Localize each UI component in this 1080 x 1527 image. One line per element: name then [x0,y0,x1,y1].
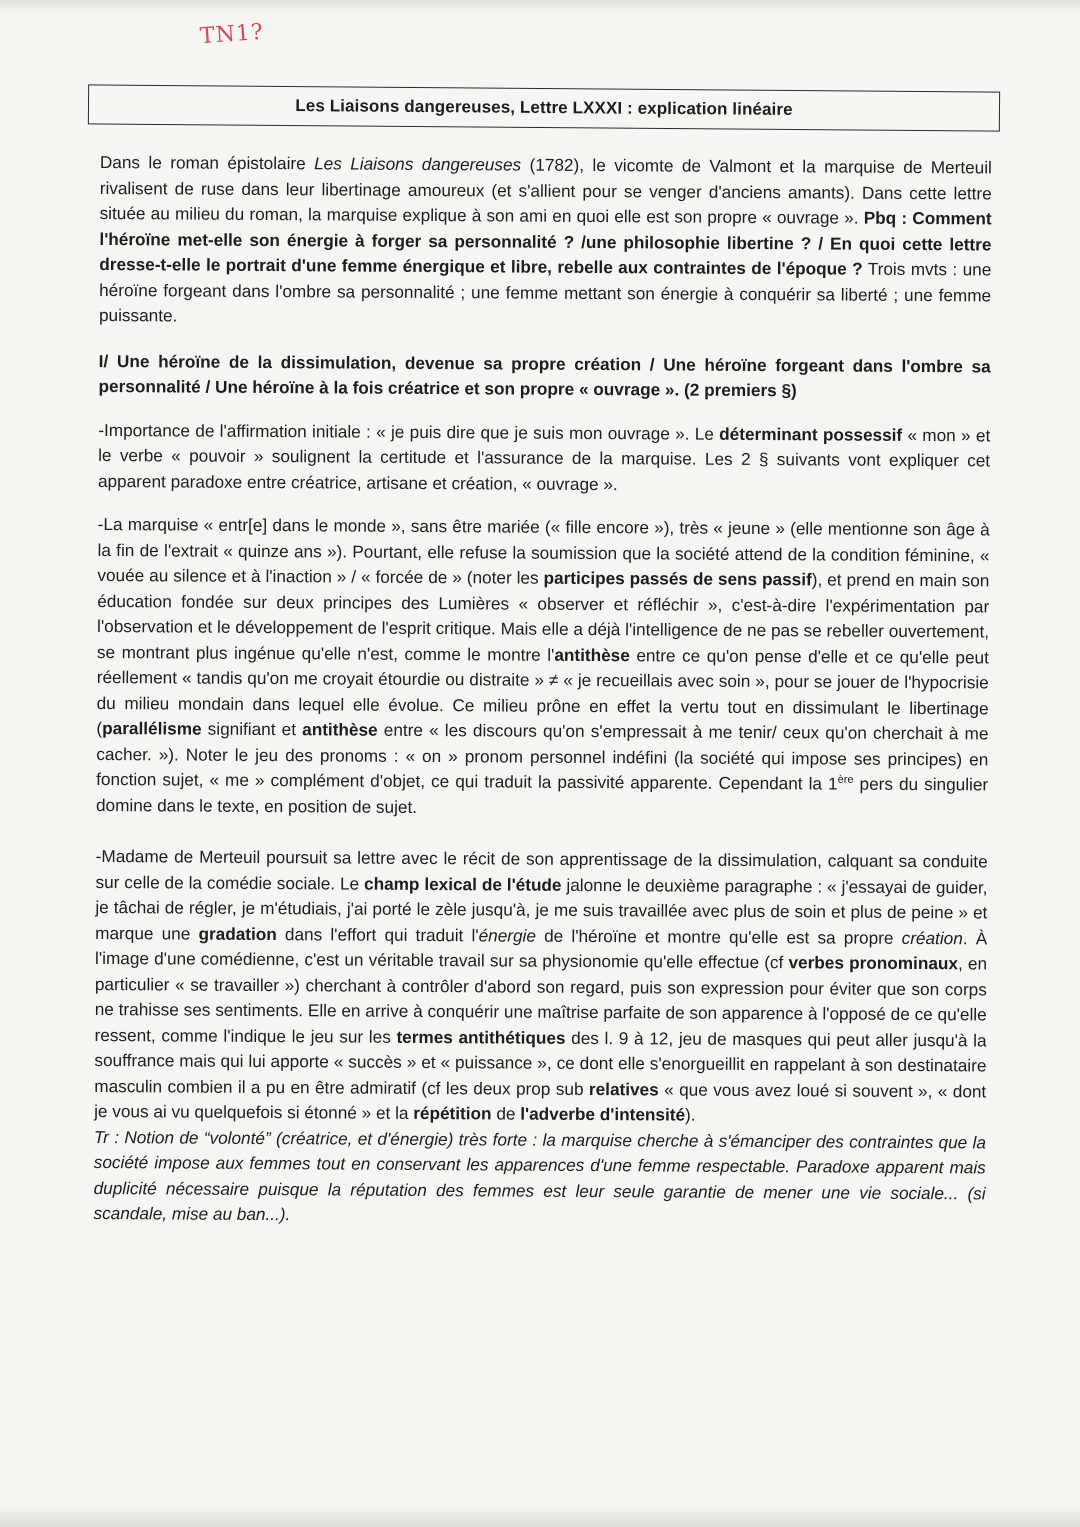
intro-text: (1782), le vicomte de Valmont et la marquise de Merteuil rivalisent de ruse dans leur libertinage amoureux (et s'allient pour se venger d'anciens amants). Dans cette lettre située au milieu du roman, la marquise explique à son ami en quoi elle est son propre « ouvrage ». [99,154,992,228]
paragraph-2 [96,512,990,823]
key-term: verbes pronominaux [788,952,959,974]
key-term: termes antithétiques [396,1026,566,1048]
section-1-heading: I/ Une héroïne de la dissimulation, devenue sa propre création / Une héroïne forgeant dans l'ombre sa personnalité / Une héroïne à la fois créatrice et son propre « ouvrage ». (2 premiers §) [98,350,991,401]
title-box [88,84,1000,131]
para-text: -La marquise « entr[e] dans le monde », sans être mariée (« fille encore »), très « jeune » (elle mentionne son âge à la fin de l'extrait « quinze ans »). Pourtant, elle refuse la soumission que la société attend de la condition féminine, « vouée au silence et à l'inaction » / « forcée de » (noter les [97,513,990,588]
key-term: parallélisme [102,718,202,739]
key-term: relatives [588,1078,659,1099]
superscript: ère [837,773,854,786]
problematic: Pbq : Comment l'héroïne met-elle son énergie à forger sa personnalité ? /une philosophie libertine ? / En quoi cette lettre dresse-t-elle le portrait d'une femme énergique et libre, rebelle aux contraintes de l'époque ? [99,207,992,279]
key-term: antithèse [554,644,630,665]
para-text: . À l'image d'une comédienne, c'est un véritable travail sur sa physionomie qu'elle effectue (cf [95,927,988,973]
section-heading [98,348,990,404]
handwritten-note: TN1? [199,19,265,50]
key-term: participes passés de sens passif [543,567,812,590]
para-text: « mon » et le verbe « pouvoir » soulignent la certitude et l'assurance de la marquise. Les 2 § suivants vont expliquer cet apparent paradoxe entre créatrice, artisane et création, « ouvrage ». [97,424,991,494]
transition-paragraph [93,1124,986,1231]
key-term: l'adverbe d'intensité [520,1103,686,1125]
key-term: champ lexical de l'étude [363,873,562,895]
emphasis: création [901,927,963,948]
key-term: gradation [198,923,277,944]
para-text: signifiant et [201,718,303,740]
key-term: antithèse [302,719,378,740]
intro-text: Dans le roman épistolaire [99,151,315,174]
para-text: des l. 9 à 12, jeu de masques qui peut aller jusqu'à la souffrance mais qui lui apporte « succès » et « puissance », ce dont elle s'enorgueillit en rappelant à son destinataire masculin combien il a pu en être admiratif (cf les deux prop sub [94,1027,987,1099]
intro-movements: Trois mvts : une héroïne forgeant dans l'ombre sa personnalité ; une femme mettant son énergie à conquérir sa liberté ; une femme puissante. [98,258,992,326]
key-term: répétition [413,1102,492,1124]
para-text: entre « les discours qu'on s'empressait à me tenir/ ceux qu'on cherchait à me cacher. »). Noter le jeu des pronoms : « on » pronom personnel indéfini (la société qui impose ses principes) en fonction sujet, « me » complément d'objet, ce qui traduit la passivité apparente. Cependant la 1 [96,719,989,794]
intro-paragraph [99,150,992,334]
scan-shadow-bottom [0,1505,1080,1527]
para-text: ), et prend en main son éducation fondée sur deux principes des Lumières « observer et réfléchir », c'est-à-dire l'expérimentation par l'observation et le développement de l'esprit critique. Mais elle a déjà l'intelligence de ne pas se rebeller ouvertement, se montrant plus ingénue qu'elle n'est, comme le montre l' [96,569,990,665]
para-text: jalonne le deuxième paragraphe : « j'essayai de guider, je tâchai de régler, je m'étudiais, j'ai porté le zèle jusqu'à, je me suis travaillée avec plus de soin et plus de peine » et marque une [95,874,988,944]
transition-text: Tr : Notion de “volonté” (créatrice, et d'énergie) très forte : la marquise cherche à s'émanciper des contraintes que la société impose aux femmes tout en conservant les apparences d'une femme respectable. Paradoxe apparent mais duplicité nécessaire puisque la réputation des femmes est leur seule garantie de mener une vie sociale... (si scandale, mise au ban...). [93,1126,987,1225]
scan-shadow-top [0,0,1080,14]
para-text: -Importance de l'affirmation initiale : « je puis dire que je suis mon ouvrage ». Le [98,419,720,444]
para-text: pers du singulier domine dans le texte, en position de sujet. [95,773,989,817]
document-body [93,150,992,1232]
para-text: « que vous avez loué si souvent », « dont je vous ai vu quelquefois si étonné » et la [94,1078,987,1123]
para-text: dans l'effort qui traduit l' [276,923,479,945]
key-term: déterminant possessif [719,423,903,445]
para-text: entre ce qu'on pense d'elle et ce qu'elle peut réellement « tandis qu'on me croyait étourdie ou distraite » ≠ « je recueillais avec soin », pour se jouer de l'hypocrisie du milieu mondain dans lequel elle évolue. Ce milieu prône en effet la vertu tout en dissimulant le libertinage ( [96,644,989,739]
emphasis: énergie [478,924,537,946]
para-text: -Madame de Merteuil poursuit sa lettre avec le récit de son apprentissage de la dissimulation, calquant sa conduite sur celle de la comédie sociale. Le [95,845,988,894]
paragraph-1 [98,417,990,499]
para-text: de [491,1103,521,1124]
paragraph-3 [94,844,988,1130]
para-text: ). [685,1104,696,1125]
para-text: de l'héroïne et montre qu'elle est sa propre [535,925,902,948]
para-text: , en particulier « se travailler ») cherchant à contrôler d'abord son regard, puis son expression pour éviter que son corps ne trahisse ses sentiments. Elle en arrive à conquérir une maîtrise parfaite de son apparence à l'opposé de ce qu'elle ressent, comme l'indique le jeu sur les [94,953,988,1047]
novel-title: Les Liaisons dangereuses [314,153,522,175]
document-title: Les Liaisons dangereuses, Lettre LXXXI : explication linéaire [295,96,793,119]
